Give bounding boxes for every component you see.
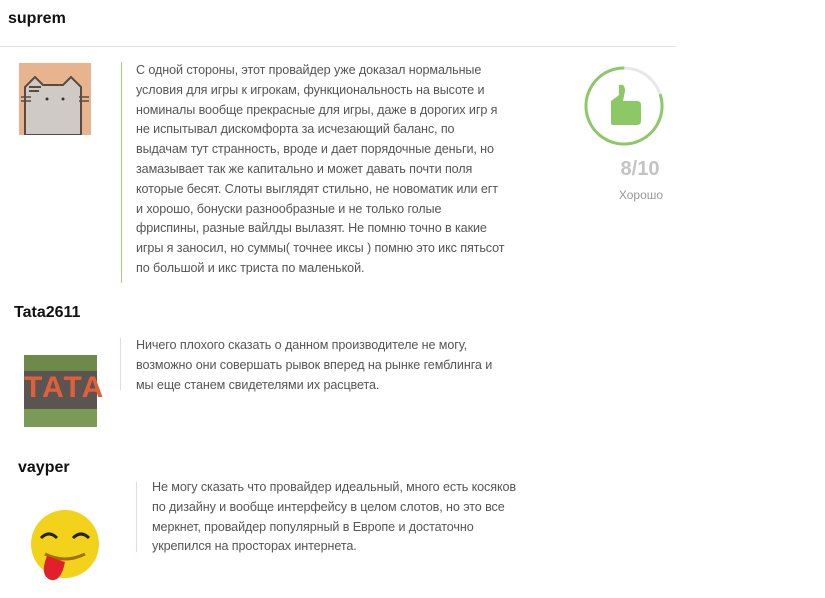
- quote-border: [120, 338, 121, 390]
- quote-border: [136, 482, 137, 552]
- avatar[interactable]: TATA: [24, 355, 97, 427]
- review-text: С одной стороны, этот провайдер уже доказал нормальные условия для игры к игрокам, функциональность на высоте и номиналы вообще прекрасные для игры, даже в дорогих игр я не испытывал дискомфорта за исчезающий баланс, по выдачам тут странность, вроде и дает порядочные деньги, но замазывает так же капитально и может давать почти поля которые бесят. Слоты выглядят стильно, не новоматик или егт и хорошо, бонуски разнообразные и не только голые фриспины, разные вайлды вылазят. Не помню точно в какие игры я заносил, но суммы( точнее иксы ) помню это икс пятьсот по большой и икс триста по маленькой.: [136, 63, 505, 275]
- username[interactable]: Tata2611: [14, 304, 81, 321]
- avatar[interactable]: [19, 63, 91, 135]
- username[interactable]: suprem: [8, 10, 66, 27]
- rating-verdict: Хорошо: [618, 188, 664, 202]
- cat-avatar-icon: [19, 63, 91, 135]
- quote-border: [121, 62, 122, 283]
- rating-ring: [583, 65, 665, 147]
- avatar-smiley-icon[interactable]: [27, 510, 103, 584]
- rating-score: 8/10: [620, 158, 660, 180]
- review-text: Ничего плохого сказать о данном производителе не могу, возможно они совершать рывок вперед на рынке гемблинга и мы еще станем свидетелями их расцвета.: [136, 338, 493, 392]
- thumbs-up-icon: [611, 85, 641, 125]
- divider: [0, 46, 676, 47]
- username[interactable]: vayper: [18, 459, 70, 476]
- review-text: Не могу сказать что провайдер идеальный, много есть косяков по дизайну и вообще интерфейсу в целом слотов, но это все меркнет, провайдер популярный в Европе и достаточно укрепился на просторах интернета.: [152, 480, 517, 554]
